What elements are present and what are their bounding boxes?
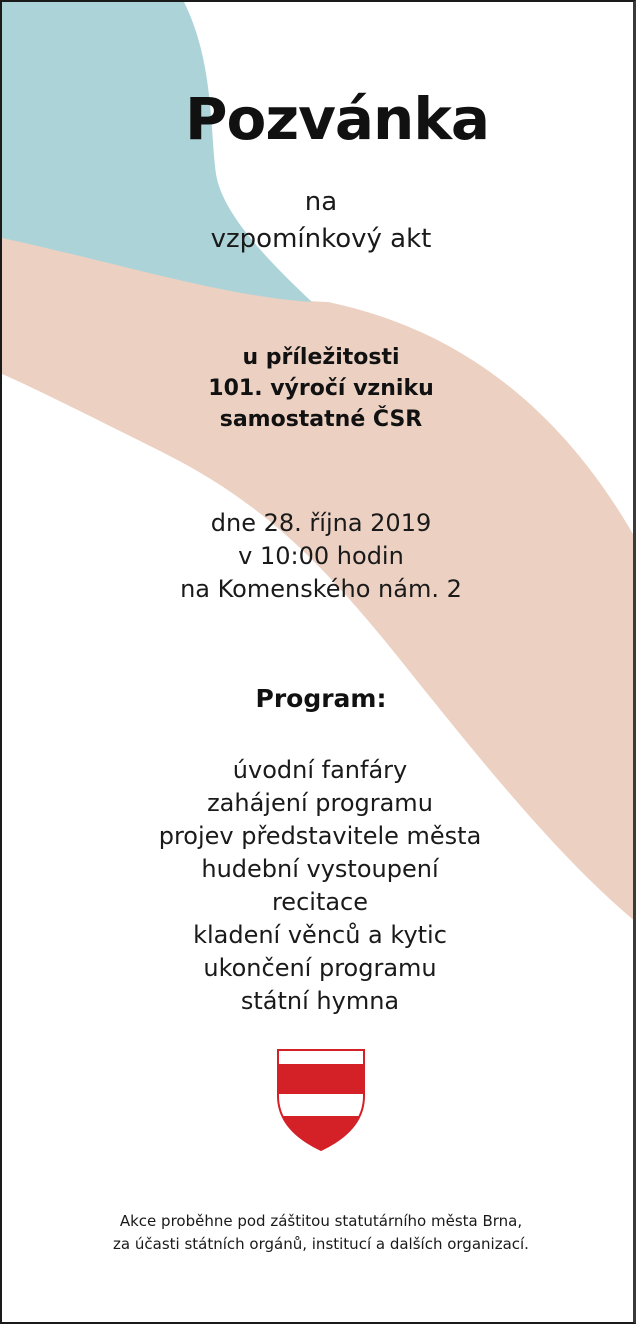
program-item: úvodní fanfáry [232, 756, 408, 784]
program-item: recitace [271, 888, 369, 916]
program-item: zahájení programu [207, 789, 433, 817]
brno-coat-of-arms-icon [276, 1048, 366, 1152]
program-item: kladení věnců a kytic [193, 921, 447, 949]
program-item: projev představitele města [158, 822, 482, 850]
program-heading: Program: [255, 684, 387, 713]
occasion-text [2, 342, 636, 435]
program-list [2, 754, 636, 1018]
invitation-title: Pozvánka [184, 85, 490, 153]
event-time: v 10:00 hodin [238, 542, 404, 570]
occasion-line: u příležitosti [242, 345, 400, 370]
occasion-line: samostatné ČSR [219, 407, 423, 432]
footer-line: za účasti státních orgánů, institucí a dalších organizací. [113, 1235, 529, 1253]
subtitle-line: vzpomínkový akt [210, 224, 432, 254]
event-location: na Komenského nám. 2 [180, 575, 462, 603]
event-details [2, 507, 636, 606]
program-item: státní hymna [240, 987, 400, 1015]
program-item: hudební vystoupení [201, 855, 439, 883]
occasion-line: 101. výročí vzniku [208, 376, 434, 401]
event-date: dne 28. října 2019 [210, 509, 432, 537]
invitation-subtitle [2, 184, 636, 258]
footer-line: Akce proběhne pod záštitou statutárního města Brna, [119, 1212, 523, 1230]
invitation-content [2, 2, 636, 1324]
subtitle-line: na [304, 187, 338, 217]
footer-note [2, 1210, 636, 1256]
program-item: ukončení programu [203, 954, 437, 982]
